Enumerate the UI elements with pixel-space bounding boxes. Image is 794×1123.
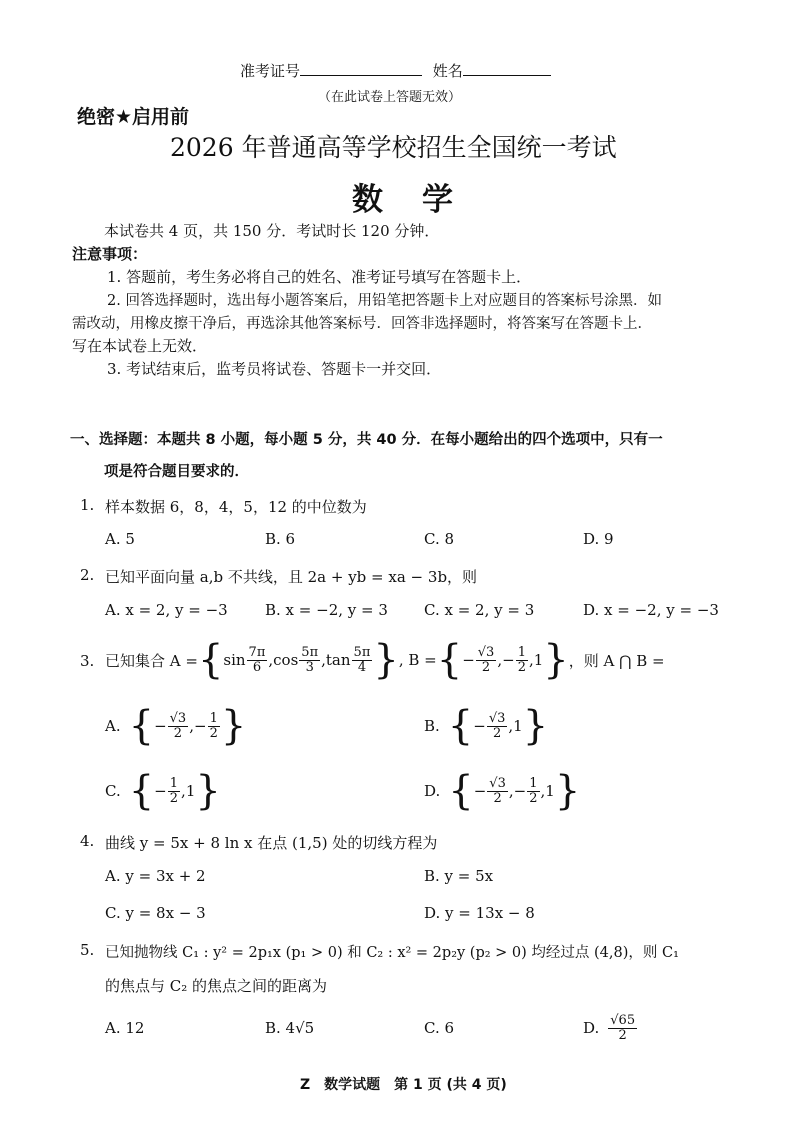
q3-option-d[interactable]: D. { − $\frac{√3}{2}$ , − $\frac{1}{2}$ , 1 } bbox=[424, 768, 581, 814]
q4-option-b[interactable]: B. y = 5x bbox=[424, 867, 494, 885]
q5-number: 5. bbox=[80, 941, 95, 959]
q3-b-frac-1-2: $\frac{1}{2}$ bbox=[517, 644, 526, 675]
q2-number: 2. bbox=[80, 566, 95, 584]
q2-option-b[interactable]: B. x = −2, y = 3 bbox=[265, 601, 388, 619]
q5-option-d[interactable]: D. $\frac{√65}{2}$ bbox=[583, 1012, 636, 1043]
q4-stem: 曲线 y = 5x + 8 ln x 在点 (1,5) 处的切线方程为 bbox=[105, 834, 438, 852]
q3-tan: tan bbox=[325, 651, 351, 669]
q3-set-b-open: { bbox=[436, 637, 463, 683]
note-2-line-2: 需改动，用橡皮擦干净后，再选涂其他答案标号．回答非选择题时，将答案写在答题卡上． bbox=[72, 316, 652, 332]
exam-id-label: 准考证号 姓名 bbox=[240, 60, 551, 81]
q3-b-eq: B = bbox=[408, 651, 437, 669]
note-3: 3. 考试结束后，监考员将试卷、答题卡一并交回． bbox=[107, 360, 442, 378]
note-1: 1. 答题前，考生务必将自己的姓名、准考证号填写在答题卡上． bbox=[107, 268, 532, 286]
q2-option-c[interactable]: C. x = 2, y = 3 bbox=[424, 601, 535, 619]
q5-option-b[interactable]: B. 4√5 bbox=[265, 1019, 315, 1037]
q1-option-a[interactable]: A. 5 bbox=[105, 530, 135, 548]
exam-id-blank[interactable] bbox=[300, 61, 422, 76]
q3-option-b[interactable]: B. { − $\frac{√3}{2}$ , 1 } bbox=[424, 703, 549, 749]
exam-summary: 本试卷共 4 页，共 150 分．考试时长 120 分钟． bbox=[104, 222, 440, 240]
q2-stem: 已知平面向量 a,b 不共线，且 2a + yb = xa − 3b，则 bbox=[105, 568, 478, 586]
q3-b-frac-sqrt3-2: $\frac{√3}{2}$ bbox=[477, 644, 495, 675]
secret-label: 绝密★启用前 bbox=[77, 106, 190, 128]
q5-option-a[interactable]: A. 12 bbox=[105, 1019, 145, 1037]
q3-option-c[interactable]: C. { − $\frac{1}{2}$ , 1 } bbox=[105, 768, 221, 814]
q2-option-a[interactable]: A. x = 2, y = −3 bbox=[105, 601, 228, 619]
q3-stem: 已知集合 A = { sin $\frac{7\pi}{6}$ , cos $\frac{5\pi}{3}$ , tan $\frac{5\pi}{4}$ } , B = { − $\frac{√3}{2}$ , − $\frac{1}{2}$ , 1 } ，则 A ⋂ B = bbox=[105, 637, 665, 683]
section-1-heading: 一、选择题：本题共 8 小题，每小题 5 分，共 40 分．在每小题给出的四个选项中，只有一 bbox=[70, 432, 663, 448]
q5-stem-line-2: 的焦点与 C₂ 的焦点之间的距离为 bbox=[105, 977, 328, 995]
q1-number: 1. bbox=[80, 496, 95, 514]
q4-option-a[interactable]: A. y = 3x + 2 bbox=[105, 867, 206, 885]
q3-stem-prefix: 已知集合 A = bbox=[105, 651, 198, 670]
q2-option-d[interactable]: D. x = −2, y = −3 bbox=[583, 601, 719, 619]
q1-option-c[interactable]: C. 8 bbox=[424, 530, 455, 548]
subject-title: 数 学 bbox=[352, 182, 457, 218]
note-2-line-3: 写在本试卷上无效． bbox=[72, 337, 208, 355]
answer-invalid-note: （在此试卷上答题无效） bbox=[318, 90, 462, 105]
q5-option-c[interactable]: C. 6 bbox=[424, 1019, 455, 1037]
note-2-line-1: 2. 回答选择题时，选出每小题答案后，用铅笔把答题卡上对应题目的答案标号涂黑．如 bbox=[107, 293, 662, 309]
notes-heading: 注意事项： bbox=[72, 245, 148, 263]
q3-sin: sin bbox=[223, 651, 246, 669]
q3-set-b-close: } bbox=[543, 637, 569, 683]
q1-stem: 样本数据 6，8，4，5，12 的中位数为 bbox=[105, 498, 367, 516]
q3-frac-5pi-3: $\frac{5\pi}{3}$ bbox=[301, 644, 319, 675]
q3-cos: cos bbox=[273, 651, 299, 669]
name-label: 姓名 bbox=[432, 62, 463, 80]
q3-frac-7pi-6: $\frac{7\pi}{6}$ bbox=[248, 644, 266, 675]
q4-option-d[interactable]: D. y = 13x − 8 bbox=[424, 904, 535, 922]
q1-option-b[interactable]: B. 6 bbox=[265, 530, 296, 548]
q3-frac-5pi-4: $\frac{5\pi}{4}$ bbox=[353, 644, 371, 675]
section-1-heading-cont: 项是符合题目要求的． bbox=[104, 464, 249, 480]
q5-stem-line-1: 已知抛物线 C₁ : y² = 2p₁x (p₁ > 0) 和 C₂ : x² = 2p₂y (p₂ > 0) 均经过点 (4,8)，则 C₁ bbox=[105, 945, 679, 961]
q3-set-a-open: { bbox=[197, 637, 224, 683]
q3-set-a-close: } bbox=[373, 637, 399, 683]
q3-tail: ，则 A ⋂ B = bbox=[568, 651, 665, 670]
exam-title: 2026 年普通高等学校招生全国统一考试 bbox=[170, 133, 617, 162]
q4-number: 4. bbox=[80, 832, 95, 850]
q3-option-a[interactable]: A. { − $\frac{√3}{2}$ , − $\frac{1}{2}$ } bbox=[105, 703, 247, 749]
page-footer: Z 数学试题 第 1 页 (共 4 页) bbox=[300, 1077, 507, 1093]
q3-number: 3. bbox=[80, 652, 95, 670]
q4-option-c[interactable]: C. y = 8x − 3 bbox=[105, 904, 206, 922]
name-blank[interactable] bbox=[463, 61, 551, 76]
q1-option-d[interactable]: D. 9 bbox=[583, 530, 614, 548]
